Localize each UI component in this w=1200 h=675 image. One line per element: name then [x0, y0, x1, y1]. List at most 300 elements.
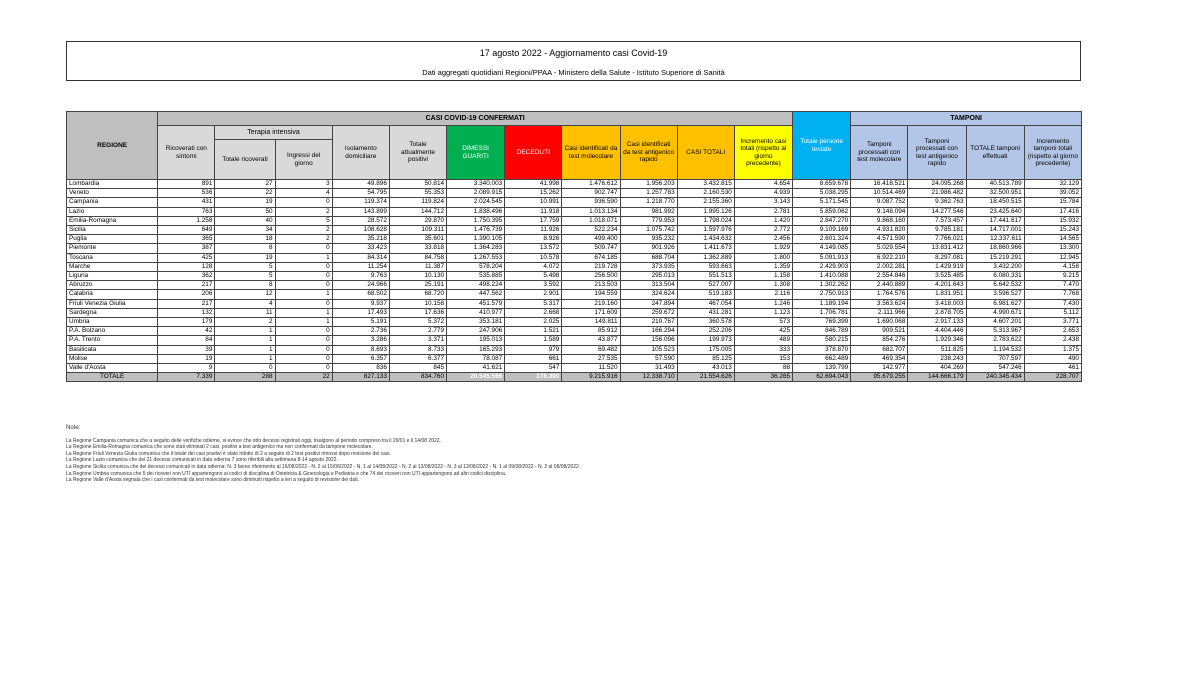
data-cell: 0 — [275, 327, 332, 336]
data-cell: 4.404.446 — [908, 327, 966, 336]
data-cell: 40 — [215, 216, 275, 225]
data-cell: 14.277.546 — [908, 207, 966, 216]
data-cell: 451.579 — [447, 299, 505, 308]
header-casi-totali: CASI TOTALI — [677, 126, 734, 180]
data-cell: 95.679.255 — [851, 373, 908, 382]
covid-data-table — [66, 111, 1082, 382]
data-cell: 404.269 — [908, 364, 966, 373]
data-cell: 11.387 — [389, 262, 446, 271]
data-cell: 11.520 — [562, 364, 620, 373]
data-cell: 2.089.915 — [447, 189, 505, 198]
table-row — [67, 262, 1082, 271]
data-cell: 252.206 — [677, 327, 734, 336]
data-cell: 31.493 — [620, 364, 677, 373]
table-body — [67, 180, 1082, 382]
table-row — [67, 235, 1082, 244]
table-row — [67, 336, 1082, 345]
table-row — [67, 253, 1082, 262]
notes-section — [66, 425, 580, 484]
header-tamponi-molecolare: Tamponi processati con test molecolare — [851, 126, 908, 180]
data-cell: 6.080.331 — [966, 272, 1024, 281]
data-cell: 1.267.553 — [447, 253, 505, 262]
header-incremento-casi: Incremento casi totali (rispetto al giorno precedente) — [734, 126, 792, 180]
data-cell: 324.624 — [620, 290, 677, 299]
header-totale-positivi: Totale attualmente positivi — [389, 126, 446, 180]
data-cell: 662.489 — [793, 354, 851, 363]
data-cell: 142.977 — [851, 364, 908, 373]
data-cell: 2.653 — [1024, 327, 1081, 336]
data-cell: 32.129 — [1024, 180, 1081, 189]
data-cell: 1.929.346 — [908, 336, 966, 345]
data-cell: 54.795 — [332, 189, 389, 198]
data-cell: 1 — [275, 318, 332, 327]
data-cell: 362 — [158, 272, 215, 281]
data-cell: 1.411.673 — [677, 244, 734, 253]
data-cell: 247.906 — [447, 327, 505, 336]
data-cell: 6.642.532 — [966, 281, 1024, 290]
data-cell: 3.525.485 — [908, 272, 966, 281]
data-cell: 1.521 — [505, 327, 562, 336]
data-cell: 2.429.903 — [793, 262, 851, 271]
data-cell: 17.441.617 — [966, 216, 1024, 225]
data-cell: 0 — [275, 364, 332, 373]
header-casi-molecolare: Casi identificati da test molecolare — [562, 126, 620, 180]
data-cell: 573 — [734, 318, 792, 327]
data-cell: 43.877 — [562, 336, 620, 345]
table-row — [67, 281, 1082, 290]
data-cell: 461 — [1024, 364, 1081, 373]
header-incremento-tamponi: Incremento tamponi totali (rispetto al giorno precedente) — [1024, 126, 1081, 180]
data-cell: 210.767 — [620, 318, 677, 327]
data-cell: 179 — [158, 318, 215, 327]
data-cell: 5.313.967 — [966, 327, 1024, 336]
data-cell: 27 — [215, 180, 275, 189]
region-name-cell: TOTALE — [67, 373, 158, 382]
data-cell: 3.143 — [734, 198, 792, 207]
data-cell: 779.953 — [620, 216, 677, 225]
data-cell: 6.357 — [332, 354, 389, 363]
region-name-cell: Piemonte — [67, 244, 158, 253]
data-cell: 2.155.360 — [677, 198, 734, 207]
data-cell: 259.672 — [620, 308, 677, 317]
data-cell: 8.733 — [389, 345, 446, 354]
region-name-cell: Sicilia — [67, 226, 158, 235]
data-cell: 20.545.566 — [447, 373, 505, 382]
data-cell: 834.760 — [389, 373, 446, 382]
data-cell: 10.578 — [505, 253, 562, 262]
data-cell: 5 — [215, 272, 275, 281]
data-cell: 467.054 — [677, 299, 734, 308]
data-cell: 1.956.203 — [620, 180, 677, 189]
data-cell: 213.503 — [562, 281, 620, 290]
header-dimessi: DIMESSI GUARITI — [447, 126, 505, 180]
data-cell: 1.764.576 — [851, 290, 908, 299]
data-cell: 19 — [158, 354, 215, 363]
data-cell: 0 — [275, 244, 332, 253]
data-cell: 3.432.815 — [677, 180, 734, 189]
data-cell: 17.636 — [389, 308, 446, 317]
region-name-cell: Abruzzo — [67, 281, 158, 290]
data-cell: 935.232 — [620, 235, 677, 244]
data-cell: 165.293 — [447, 345, 505, 354]
data-cell: 0 — [275, 299, 332, 308]
data-cell: 2.111.966 — [851, 308, 908, 317]
data-cell: 527.007 — [677, 281, 734, 290]
data-cell: 9.763 — [332, 272, 389, 281]
data-cell: 2 — [275, 226, 332, 235]
data-cell: 13.572 — [505, 244, 562, 253]
data-cell: 84 — [158, 336, 215, 345]
data-cell: 3.771 — [1024, 318, 1081, 327]
data-cell: 1.410.088 — [793, 272, 851, 281]
region-name-cell: Basilicata — [67, 345, 158, 354]
data-cell: 4.149.085 — [793, 244, 851, 253]
data-cell: 12.945 — [1024, 253, 1081, 262]
data-cell: 9.937 — [332, 299, 389, 308]
data-cell: 8.926 — [505, 235, 562, 244]
region-name-cell: Puglia — [67, 235, 158, 244]
data-cell: 18.860.966 — [966, 244, 1024, 253]
data-cell: 2.438 — [1024, 336, 1081, 345]
data-cell: 936.590 — [562, 198, 620, 207]
region-name-cell: P.A. Bolzano — [67, 327, 158, 336]
data-cell: 5 — [275, 216, 332, 225]
note-line: La Regione Umbria comunica che 5 dei ricoveri non UTI appartengono ai codici di disciplina di Ostetricia & Ginecologia e Pediatria e che 74 dei ricoveri non UTI appartengono ad altri codici disciplina. — [66, 470, 507, 477]
data-cell: 0 — [275, 272, 332, 281]
data-cell: 535.885 — [447, 272, 505, 281]
data-cell: 5.317 — [505, 299, 562, 308]
data-cell: 410.977 — [447, 308, 505, 317]
data-cell: 1.800 — [734, 253, 792, 262]
header-regione: REGIONE — [67, 112, 158, 180]
region-name-cell: Friuli Venezia Giulia — [67, 299, 158, 308]
data-cell: 1.075.742 — [620, 226, 677, 235]
data-cell: 108.628 — [332, 226, 389, 235]
data-cell: 2.750.913 — [793, 290, 851, 299]
data-cell: 0 — [275, 198, 332, 207]
data-cell: 153 — [734, 354, 792, 363]
data-cell: 498.224 — [447, 281, 505, 290]
data-cell: 219.728 — [562, 262, 620, 271]
data-cell: 1.390.105 — [447, 235, 505, 244]
data-cell: 2.736 — [332, 327, 389, 336]
data-cell: 5.191 — [332, 318, 389, 327]
data-cell: 22 — [215, 189, 275, 198]
data-cell: 649 — [158, 226, 215, 235]
data-cell: 1.359 — [734, 262, 792, 271]
data-cell: 661 — [505, 354, 562, 363]
data-cell: 511.825 — [908, 345, 966, 354]
table-row — [67, 189, 1082, 198]
data-cell: 2.668 — [505, 308, 562, 317]
data-cell: 10.514.469 — [851, 189, 908, 198]
data-cell: 24.095.268 — [908, 180, 966, 189]
data-cell: 1.434.632 — [677, 235, 734, 244]
data-cell: 11 — [215, 308, 275, 317]
data-cell: 166.294 — [620, 327, 677, 336]
data-cell: 8 — [215, 244, 275, 253]
data-cell: 2.024.545 — [447, 198, 505, 207]
data-cell: 85.125 — [677, 354, 734, 363]
data-cell: 1.750.395 — [447, 216, 505, 225]
data-cell: 0 — [275, 262, 332, 271]
data-cell: 9.868.160 — [851, 216, 908, 225]
data-cell: 378.870 — [793, 345, 851, 354]
totals-row — [67, 373, 1082, 382]
data-cell: 14.565 — [1024, 235, 1081, 244]
data-cell: 547 — [505, 364, 562, 373]
data-cell: 682.707 — [851, 345, 908, 354]
data-cell: 171.609 — [562, 308, 620, 317]
data-cell: 10.991 — [505, 198, 562, 207]
data-cell: 5.498 — [505, 272, 562, 281]
data-cell: 9.785.181 — [908, 226, 966, 235]
region-name-cell: Sardegna — [67, 308, 158, 317]
report-subtitle: Dati aggregati quotidiani Regioni/PPAA - Ministero della Salute - Istituto Superiore di Sanità — [422, 68, 725, 77]
header-tamponi: TAMPONI — [851, 112, 1082, 126]
data-cell: 12 — [215, 290, 275, 299]
table-row — [67, 308, 1082, 317]
note-line: La Regione Lazio comunica che dei 21 decessi comunicati in data odierna 7 sono riferibili alla settimana 8-14 agosto 2022. — [66, 457, 338, 464]
data-cell: 25.191 — [389, 281, 446, 290]
data-cell: 1.302.262 — [793, 281, 851, 290]
data-cell: 3.371 — [389, 336, 446, 345]
data-cell: 7.766.021 — [908, 235, 966, 244]
data-cell: 431.281 — [677, 308, 734, 317]
data-cell: 1.218.770 — [620, 198, 677, 207]
data-cell: 1.308 — [734, 281, 792, 290]
data-cell: 33.423 — [332, 244, 389, 253]
region-name-cell: Campania — [67, 198, 158, 207]
header-tamponi-antigenico: Tamponi processati con test antigenico rapido — [908, 126, 966, 180]
data-cell: 88 — [734, 364, 792, 373]
data-cell: 1.995.126 — [677, 207, 734, 216]
data-cell: 40.513.789 — [966, 180, 1024, 189]
data-cell: 7.768 — [1024, 290, 1081, 299]
data-cell: 4.158 — [1024, 262, 1081, 271]
data-cell: 17.416 — [1024, 207, 1081, 216]
data-cell: 2.781 — [734, 207, 792, 216]
data-cell: 580.215 — [793, 336, 851, 345]
data-cell: 199.973 — [677, 336, 734, 345]
data-cell: 2.160.530 — [677, 189, 734, 198]
region-name-cell: Liguria — [67, 272, 158, 281]
data-cell: 5 — [215, 262, 275, 271]
data-cell: 674.185 — [562, 253, 620, 262]
data-cell: 19 — [215, 198, 275, 207]
data-cell: 2.772 — [734, 226, 792, 235]
data-cell: 769.399 — [793, 318, 851, 327]
data-cell: 1.589 — [505, 336, 562, 345]
data-cell: 39.052 — [1024, 189, 1081, 198]
data-cell: 5.171.545 — [793, 198, 851, 207]
data-cell: 149.811 — [562, 318, 620, 327]
data-cell: 16.418.521 — [851, 180, 908, 189]
data-cell: 3.432.200 — [966, 262, 1024, 271]
notes-heading: Note: — [66, 425, 81, 431]
data-cell: 3.418.003 — [908, 299, 966, 308]
data-cell: 2 — [275, 235, 332, 244]
data-cell: 0 — [275, 336, 332, 345]
table-row — [67, 299, 1082, 308]
data-cell: 119.374 — [332, 198, 389, 207]
data-cell: 1.375 — [1024, 345, 1081, 354]
data-cell: 49.896 — [332, 180, 389, 189]
data-cell: 28.572 — [332, 216, 389, 225]
data-cell: 18 — [215, 235, 275, 244]
data-cell: 1.690.068 — [851, 318, 908, 327]
data-cell: 50.814 — [389, 180, 446, 189]
data-cell: 4.201.643 — [908, 281, 966, 290]
header-totale-tamponi: TOTALE tamponi effettuati — [966, 126, 1024, 180]
data-cell: 5.038.295 — [793, 189, 851, 198]
data-cell: 1.013.134 — [562, 207, 620, 216]
data-cell: 2.917.133 — [908, 318, 966, 327]
data-cell: 0 — [275, 345, 332, 354]
data-cell: 1 — [275, 253, 332, 262]
note-line: La Regione Emilia-Romagna comunica che sono stati eliminati 2 casi, positivi a test antigenico ma non confermati da tampone molecolare. — [66, 444, 373, 451]
data-cell: 2.002.281 — [851, 262, 908, 271]
data-cell: 333 — [734, 345, 792, 354]
data-cell: 27.535 — [562, 354, 620, 363]
data-cell: 228.707 — [1024, 373, 1081, 382]
data-cell: 4 — [275, 189, 332, 198]
data-cell: 4.654 — [734, 180, 792, 189]
data-cell: 1.362.889 — [677, 253, 734, 262]
data-cell: 17.493 — [332, 308, 389, 317]
data-cell: 24.966 — [332, 281, 389, 290]
data-cell: 13.300 — [1024, 244, 1081, 253]
data-cell: 139.799 — [793, 364, 851, 373]
header-totale-ricoverati: Totale ricoverati — [215, 140, 275, 180]
region-name-cell: Toscana — [67, 253, 158, 262]
data-cell: 10.130 — [389, 272, 446, 281]
data-cell: 1.194.532 — [966, 345, 1024, 354]
region-name-cell: Molise — [67, 354, 158, 363]
data-cell: 8 — [215, 281, 275, 290]
data-cell: 78.087 — [447, 354, 505, 363]
region-name-cell: Calabria — [67, 290, 158, 299]
table-row — [67, 216, 1082, 225]
table-row — [67, 244, 1082, 253]
table-row — [67, 226, 1082, 235]
data-cell: 68.502 — [332, 290, 389, 299]
data-cell: 9.362.763 — [908, 198, 966, 207]
region-name-cell: Emilia-Romagna — [67, 216, 158, 225]
data-cell: 35.601 — [389, 235, 446, 244]
data-cell: 11.918 — [505, 207, 562, 216]
data-cell: 15.932 — [1024, 216, 1081, 225]
data-cell: 84.314 — [332, 253, 389, 262]
data-cell: 35.218 — [332, 235, 389, 244]
data-cell: 4.072 — [505, 262, 562, 271]
data-cell: 194.559 — [562, 290, 620, 299]
data-cell: 8.693 — [332, 345, 389, 354]
data-cell: 2.878.705 — [908, 308, 966, 317]
data-cell: 2 — [215, 318, 275, 327]
data-cell: 11.926 — [505, 226, 562, 235]
table-row — [67, 364, 1082, 373]
data-cell: 3.286 — [332, 336, 389, 345]
data-cell: 827.133 — [332, 373, 389, 382]
data-cell: 144.666.179 — [908, 373, 966, 382]
data-cell: 206 — [158, 290, 215, 299]
data-cell: 240.345.434 — [966, 373, 1024, 382]
data-cell: 5.112 — [1024, 308, 1081, 317]
data-cell: 1.476.612 — [562, 180, 620, 189]
data-cell: 15.784 — [1024, 198, 1081, 207]
report-title: 17 agosto 2022 - Aggiornamento casi Covid-19 — [479, 48, 668, 58]
data-cell: 143.899 — [332, 207, 389, 216]
header-deceduti: DECEDUTI — [505, 126, 562, 180]
data-cell: 4 — [215, 299, 275, 308]
data-cell: 4.571.590 — [851, 235, 908, 244]
data-cell: 2.901 — [505, 290, 562, 299]
data-cell: 7.470 — [1024, 281, 1081, 290]
data-cell: 1.831.951 — [908, 290, 966, 299]
region-name-cell: Umbria — [67, 318, 158, 327]
data-cell: 43.013 — [677, 364, 734, 373]
data-cell: 1.597.976 — [677, 226, 734, 235]
data-cell: 3 — [275, 180, 332, 189]
data-cell: 1 — [215, 345, 275, 354]
data-cell: 891 — [158, 180, 215, 189]
data-cell: 551.513 — [677, 272, 734, 281]
data-cell: 9.148.094 — [851, 207, 908, 216]
data-cell: 909.521 — [851, 327, 908, 336]
data-cell: 13.831.412 — [908, 244, 966, 253]
data-cell: 9.087.752 — [851, 198, 908, 207]
data-cell: 593.663 — [677, 262, 734, 271]
table-row — [67, 198, 1082, 207]
data-cell: 105.523 — [620, 345, 677, 354]
data-cell: 2.601.324 — [793, 235, 851, 244]
data-cell: 2.440.889 — [851, 281, 908, 290]
data-cell: 1.123 — [734, 308, 792, 317]
data-cell: 3.592 — [505, 281, 562, 290]
table-row — [67, 345, 1082, 354]
data-cell: 195.013 — [447, 336, 505, 345]
data-cell: 6.377 — [389, 354, 446, 363]
data-cell: 854.276 — [851, 336, 908, 345]
data-cell: 119.824 — [389, 198, 446, 207]
data-cell: 707.597 — [966, 354, 1024, 363]
data-cell: 62.694.043 — [793, 373, 851, 382]
table-row — [67, 272, 1082, 281]
data-cell: 8.659.678 — [793, 180, 851, 189]
data-cell: 178.300 — [505, 373, 562, 382]
data-cell: 5.091.913 — [793, 253, 851, 262]
data-cell: 1 — [275, 308, 332, 317]
data-cell: 3.596.527 — [966, 290, 1024, 299]
data-cell: 9 — [158, 364, 215, 373]
data-cell: 33.818 — [389, 244, 446, 253]
data-cell: 1.258 — [158, 216, 215, 225]
data-cell: 7.573.457 — [908, 216, 966, 225]
data-cell: 3.563.624 — [851, 299, 908, 308]
table-row — [67, 318, 1082, 327]
data-cell: 12.337.611 — [966, 235, 1024, 244]
data-cell: 1.706.781 — [793, 308, 851, 317]
data-cell: 499.400 — [562, 235, 620, 244]
data-cell: 0 — [275, 281, 332, 290]
data-cell: 50 — [215, 207, 275, 216]
data-cell: 431 — [158, 198, 215, 207]
data-cell: 1.364.283 — [447, 244, 505, 253]
data-cell: 9.215 — [1024, 272, 1081, 281]
note-line: La Regione Valle d'Aosta segnala che i casi confermati da test molecolare sono diminuiti rispetto a ieri a seguito di revisione dei dati. — [66, 477, 359, 484]
data-cell: 1.929 — [734, 244, 792, 253]
